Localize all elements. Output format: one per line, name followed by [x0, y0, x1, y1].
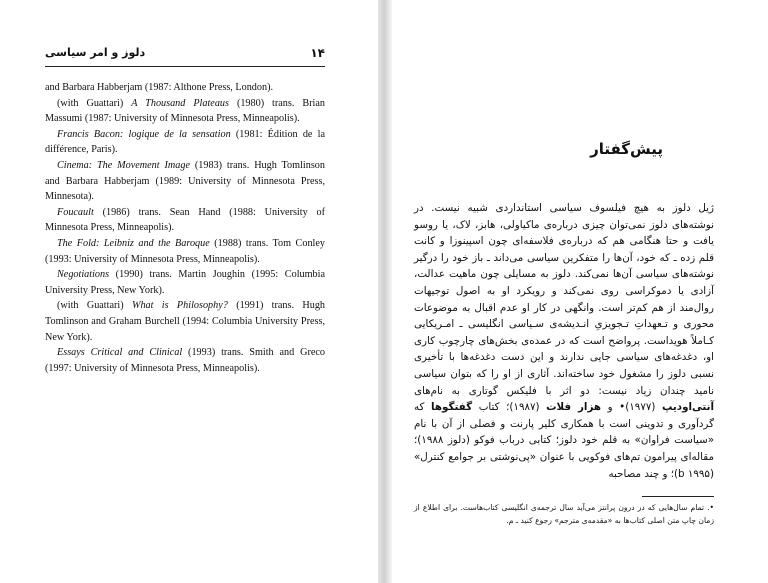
left-page [0, 0, 378, 583]
body-run: ژیل دلوز به هیچ فیلسوف سیاسی استانداردی شبیه نیست. در نوشته‌های دلوز نمی‌توان چیزی درباره‌ی ماکیاولی، هابز، لاک، یا روسو یافت و حتا هنگامی هم که درباره‌ی فلاسفه‌ای چون اسپینوزا و کانت قلم زده ـ که خود، آن‌ها را متفکرین سیاسی می‌داند ـ باز خود را درگیر نوشته‌های سیاسی آن‌ها نمی‌کند. دلوز به مسایلی چون ماهیت عدالت، آزادی یا دموکراسی روی نمی‌کند و رویکرد او به اصول توجیهات روال‌مند از هم کم‌تر است. وانگهی در کار او عدم اقبال به موضوعات محوری و تـعهداتِ تـجویزیِ انـدیشه‌ی سـیاسی انگلیسی ـ امـریکایی کـاملاً هویداست. پرواضح است که در عمده‌ی بخش‌های چارچوب کاری او، دغدغه‌های سیاسی جایی ندارند و این دست دغدغه‌ها با تأخیری نسبی دلوز را مشغول خود ساخته‌اند. آثاری از او را که بتوان سیاسی نامید چندان زیاد نیست: دو اثر با فلیکس گوتاری به نام‌های [414, 202, 714, 397]
work-title: Francis Bacon: logique de la sensation [57, 128, 231, 140]
body-text [414, 200, 714, 482]
footnote [414, 502, 714, 527]
body-paragraph [414, 200, 714, 482]
bibliography-entry [45, 96, 325, 127]
bibliography-entry [45, 80, 325, 96]
bibliography-list [45, 80, 325, 376]
footnote-text: •. تمام سال‌هایی که در درون پرانتز می‌آید سال ترجمه‌ی انگلیسی کتاب‌هاست. برای اطلاع از زمان چاپ متن اصلی کتاب‌ها به «مقدمه‌ی مترجم» رجوع کنید ـ م. [414, 503, 714, 525]
bibliography-entry [45, 298, 325, 345]
running-header [45, 46, 325, 62]
entry-text: (1988) trans. Tom Conley (1993: University of Minnesota Press, Minneapolis). [45, 237, 325, 265]
entry-text: (1993) trans. Smith and Greco (1997: University of Minnesota Press, Minneapolis). [45, 347, 325, 374]
section-title: پیش‌گفتار [590, 140, 663, 158]
work-title: A Thousand Plateaus [131, 97, 229, 109]
entry-text: (with Guattari) [57, 300, 132, 312]
bibliography-entry [45, 127, 325, 158]
bold-title: هزار فلات [546, 401, 601, 414]
entry-text: (1990) trans. Martin Joughin (1995: Columbia University Press, New York). [45, 269, 325, 296]
work-title: Negotiations [57, 269, 110, 281]
entry-text: (1983) trans. Hugh Tomlinson and Barbara Habberjam (1989: University of Minnesota Press, Minnesota). [45, 159, 325, 203]
body-run: که گردآوری و تدوینی است با همکاری کلیر پارنت و فصلی از آن با نام «سیاست فراوان» به قلم خود دلوز؛ کتابی درباب فوکو (دلوز ۱۹۸۸)؛ مقاله‌ای پیرامون تم‌های فوکویی با عنوان «پی‌نوشتی بر جوامع کنترل» (۱۹۹۵ b)؛ و چند مصاحبه [414, 401, 714, 480]
bibliography-entry [45, 267, 325, 298]
work-title: What is Philosophy? [131, 300, 228, 312]
entry-text: (1980) trans. Brian Massumi (1987: University of Minnesota Press, Minneapolis). [45, 97, 325, 125]
entry-text: (1981: Édition de la différence, Paris). [45, 128, 326, 156]
work-title: The Fold: Leibniz and the Baroque [57, 237, 210, 249]
book-spine [378, 0, 392, 583]
bibliography-entry [45, 236, 325, 267]
bibliography-entry [45, 345, 325, 376]
bibliography-entry [45, 205, 325, 236]
page-number: ۱۴ [310, 46, 325, 60]
body-run: (۱۹۸۷)؛ کتاب [472, 401, 547, 414]
entry-text: (with Guattari) [57, 97, 132, 109]
entry-text: (1991) trans. Hugh Tomlinson and Graham Burchell (1994: Columbia University Press, New York). [45, 300, 326, 343]
work-title: Essays Critical and Clinical [57, 347, 183, 359]
bibliography-entry [45, 158, 325, 205]
footnote-rule [642, 496, 714, 497]
bold-title: آنتی‌اودیپ [662, 401, 715, 414]
right-page [392, 0, 768, 583]
running-head-title: دلوز و امر سیاسی [45, 46, 146, 59]
entry-text: and Barbara Habberjam (1987: Althone Press, London). [45, 82, 274, 93]
body-run: (۱۹۷۷)• و [601, 401, 663, 414]
bold-title: گفتگوها [431, 401, 473, 414]
header-rule [45, 66, 325, 67]
entry-text: (1986) trans. Sean Hand (1988: University of Minnesota Press, Minneapolis). [45, 206, 325, 234]
work-title: Foucault [57, 206, 94, 218]
work-title: Cinema: The Movement Image [57, 159, 190, 171]
